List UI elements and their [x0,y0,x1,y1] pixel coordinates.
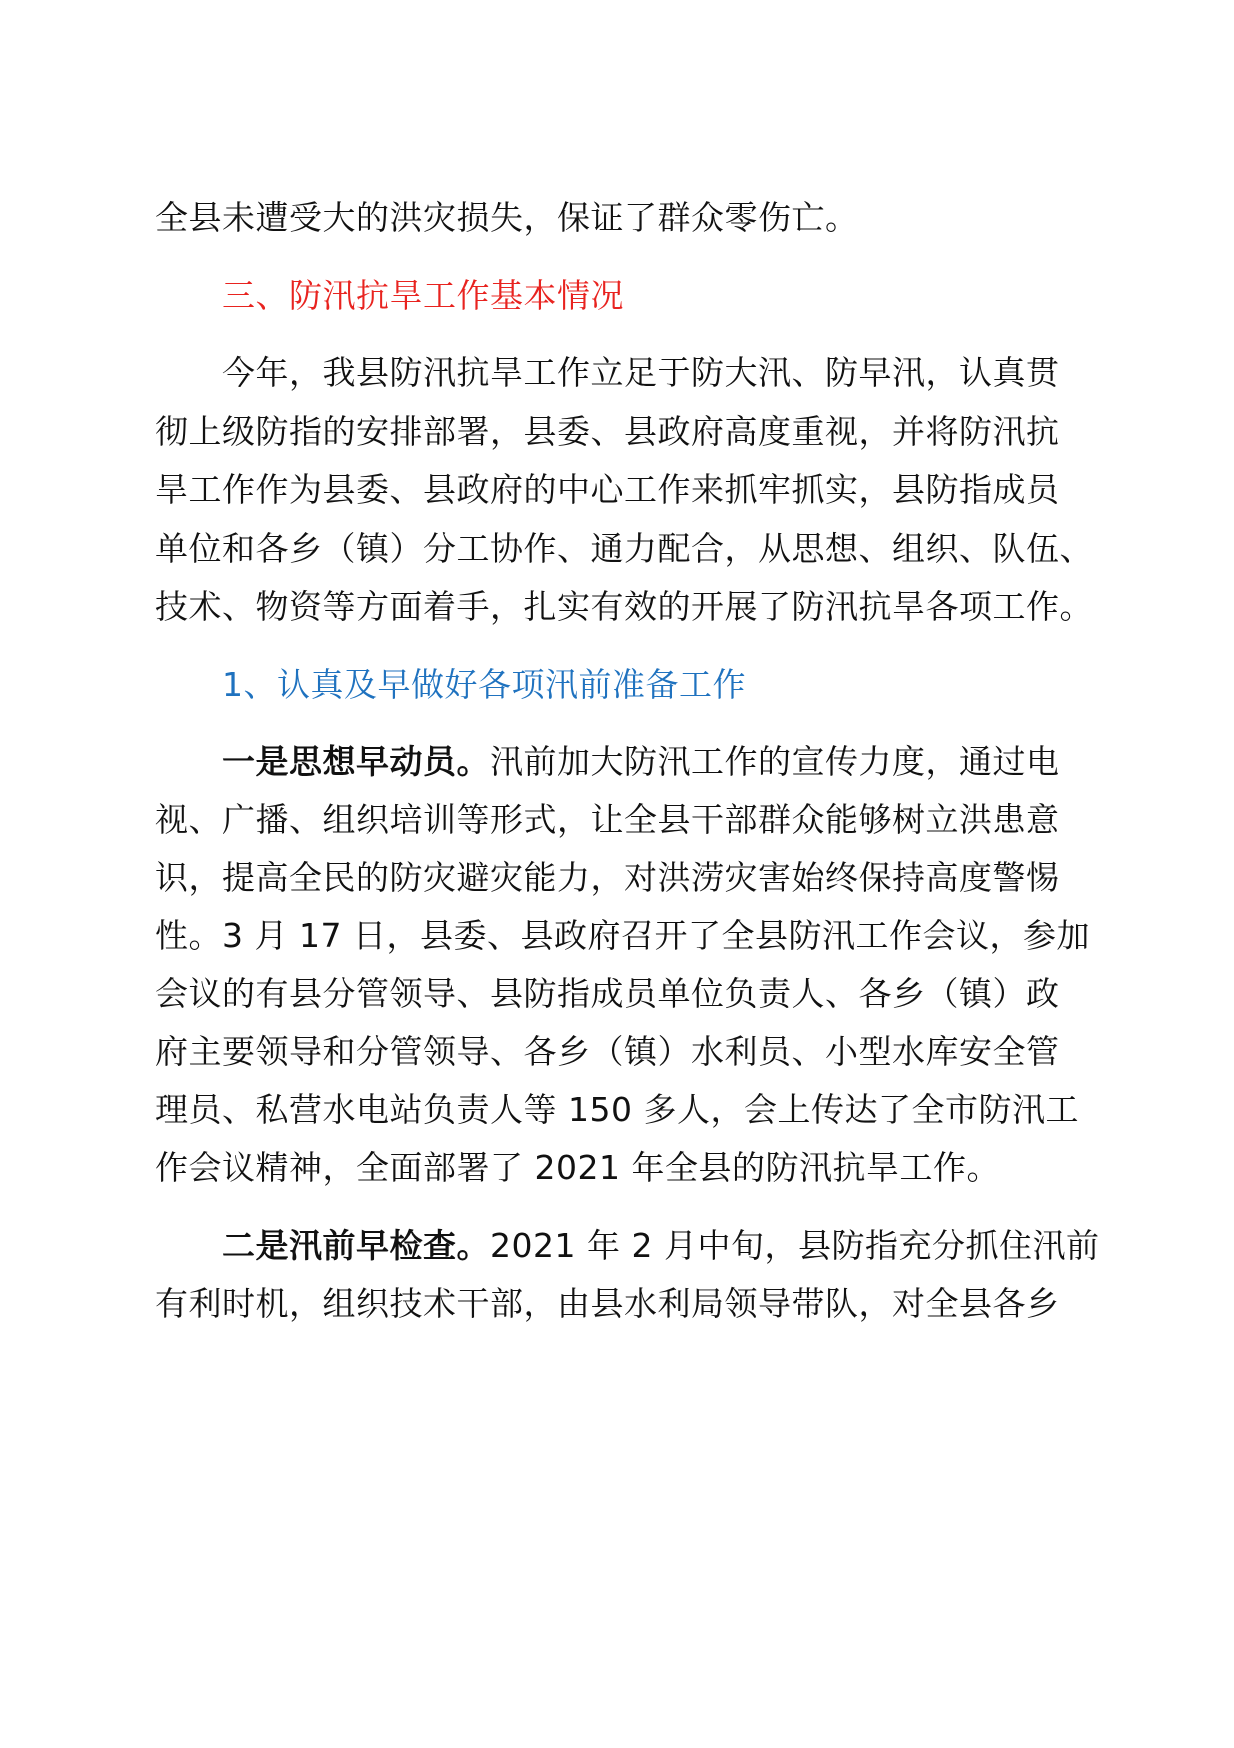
paragraph-line: 作会议精神，全面部署了 2021 年全县的防汛抗旱工作。 [155,1148,1000,1187]
paragraph-line: 彻上级防指的安排部署，县委、县政府高度重视，并将防汛抗 [155,412,1060,451]
paragraph-line: 视、广播、组织培训等形式，让全县干部群众能够树立洪患意 [155,800,1060,839]
paragraph-line: 性。3 月 17 日，县委、县政府召开了全县防汛工作会议，参加 [155,916,1090,955]
paragraph-line: 府主要领导和分管领导、各乡（镇）水利员、小型水库安全管 [155,1032,1060,1071]
bold-lead: 一是思想早动员。 [222,742,490,781]
paragraph-text: 汛前加大防汛工作的宣传力度，通过电 [490,742,1060,781]
bold-lead: 二是汛前早检查。 [222,1226,490,1265]
paragraph-line: 理员、私营水电站负责人等 150 多人，会上传达了全市防汛工 [155,1090,1079,1129]
paragraph-line: 旱工作作为县委、县政府的中心工作来抓牢抓实，县防指成员 [155,470,1060,509]
paragraph-line: 会议的有县分管领导、县防指成员单位负责人、各乡（镇）政 [155,974,1060,1013]
paragraph-text: 2021 年 2 月中旬，县防指充分抓住汛前 [490,1226,1100,1265]
section-heading: 三、防汛抗旱工作基本情况 [222,276,624,315]
paragraph-line: 识，提高全民的防灾避灾能力，对洪涝灾害始终保持高度警惕 [155,858,1060,897]
paragraph-line: 有利时机，组织技术干部，由县水利局领导带队，对全县各乡 [155,1284,1060,1323]
paragraph-line: 技术、物资等方面着手，扎实有效的开展了防汛抗旱各项工作。 [155,587,1093,626]
paragraph-line [222,1226,1099,1266]
paragraph-line: 全县未遭受大的洪灾损失，保证了群众零伤亡。 [155,198,859,237]
paragraph-line: 今年，我县防汛抗旱工作立足于防大汛、防早汛，认真贯 [222,353,1060,392]
paragraph-line: 单位和各乡（镇）分工协作、通力配合，从思想、组织、队伍、 [155,529,1093,568]
paragraph-line [222,742,1060,782]
subsection-heading: 1、认真及早做好各项汛前准备工作 [222,665,746,704]
